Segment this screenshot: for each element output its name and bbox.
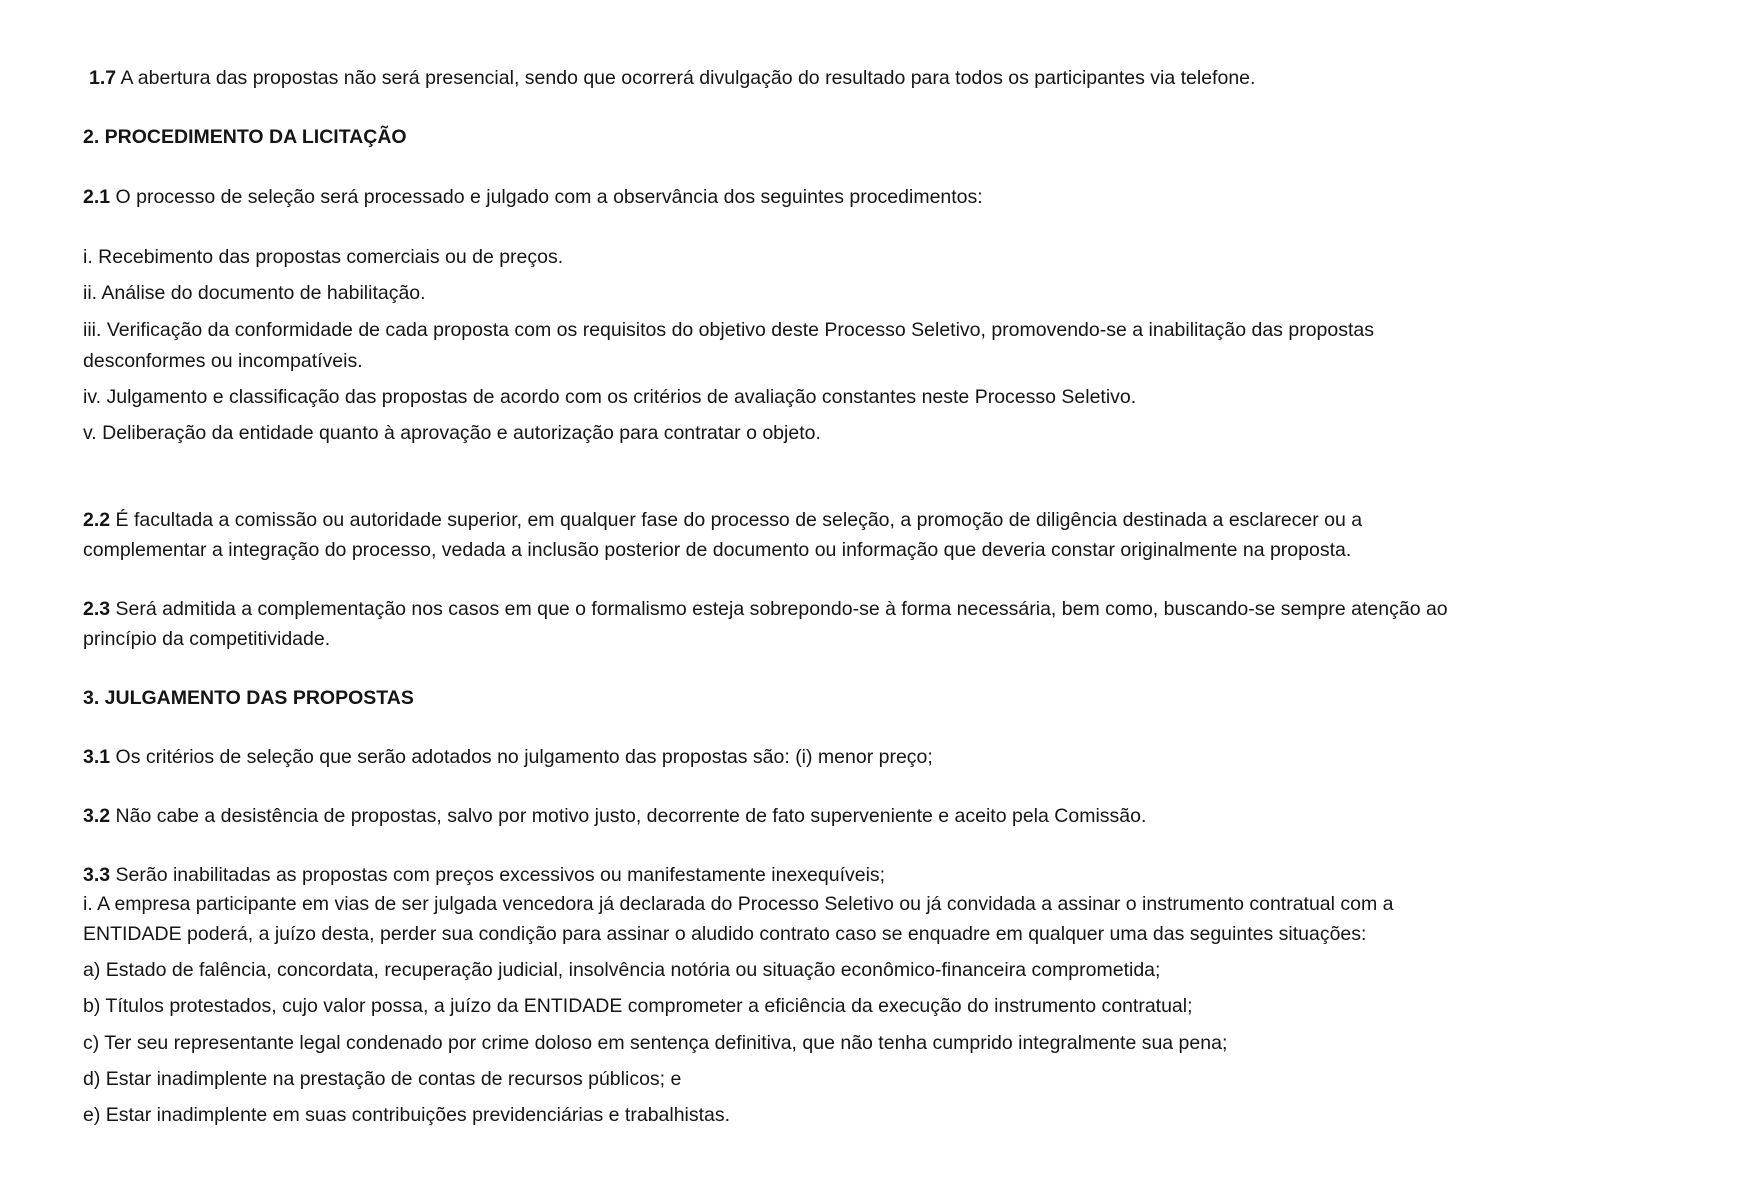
list-item-continuation: desconformes ou incompatíveis. [83,350,363,372]
clause-2-2 [83,505,1362,535]
clause-number: 2.1 [83,186,111,208]
clause-number: 2.2 [83,509,111,531]
clause-text: Serão inabilitadas as propostas com preços excessivos ou manifestamente inexequíveis; [110,864,886,886]
clause-text: Não cabe a desistência de propostas, salvo por motivo justo, decorrente de fato superveniente e aceito pela Comissão. [110,805,1147,827]
list-item: d) Estar inadimplente na prestação de contas de recursos públicos; e [83,1068,682,1090]
clause-text: É facultada a comissão ou autoridade superior, em qualquer fase do processo de seleção, a promoção de diligência destinada a esclarecer ou a [110,509,1363,531]
clause-number: 1.7 [89,67,117,89]
clause-2-2-continuation: complementar a integração do processo, vedada a inclusão posterior de documento ou informação que deveria constar originalmente na proposta. [83,539,1352,561]
clause-1-7 [89,63,1255,93]
clause-3-3-sub-i: i. A empresa participante em vias de ser julgada vencedora já declarada do Processo Seletivo ou já convidada a assinar o instrumento contratual com a [83,893,1394,915]
clause-3-3-sub-i-continuation: ENTIDADE poderá, a juízo desta, perder sua condição para assinar o aludido contrato caso se enquadre em qualquer uma das seguintes situações: [83,923,1367,945]
clause-number: 3.1 [83,746,111,768]
clause-text: Será admitida a complementação nos casos em que o formalismo esteja sobrepondo-se à forma necessária, bem como, buscando-se sempre atenção ao [110,598,1448,620]
section-2-heading: 2. PROCEDIMENTO DA LICITAÇÃO [83,126,407,148]
clause-2-3 [83,594,1448,624]
list-item: iv. Julgamento e classificação das propostas de acordo com os critérios de avaliação constantes neste Processo Seletivo. [83,386,1137,408]
list-item: v. Deliberação da entidade quanto à aprovação e autorização para contratar o objeto. [83,422,821,444]
clause-number: 3.3 [83,864,111,886]
list-item: e) Estar inadimplente em suas contribuições previdenciárias e trabalhistas. [83,1104,731,1126]
list-item: b) Títulos protestados, cujo valor possa, a juízo da ENTIDADE comprometer a eficiência da execução do instrumento contratual; [83,995,1193,1017]
list-item: c) Ter seu representante legal condenado por crime doloso em sentença definitiva, que não tenha cumprido integralmente sua pena; [83,1032,1228,1054]
list-item: iii. Verificação da conformidade de cada proposta com os requisitos do objetivo deste Processo Seletivo, promovendo-se a inabilitação das propostas [83,319,1374,341]
section-3-heading: 3. JULGAMENTO DAS PROPOSTAS [83,687,414,709]
clause-3-2 [83,801,1146,831]
list-item: i. Recebimento das propostas comerciais ou de preços. [83,246,564,268]
clause-text: A abertura das propostas não será presencial, sendo que ocorrerá divulgação do resultado para todos os participantes via telefone. [116,67,1256,89]
clause-3-1 [83,742,933,772]
clause-text: O processo de seleção será processado e julgado com a observância dos seguintes procedimentos: [110,186,983,208]
list-item: a) Estado de falência, concordata, recuperação judicial, insolvência notória ou situação econômico-financeira comprometida; [83,959,1161,981]
clause-2-1 [83,182,983,212]
list-item: ii. Análise do documento de habilitação. [83,282,426,304]
clause-number: 2.3 [83,598,111,620]
clause-3-3 [83,860,885,890]
clause-2-3-continuation: princípio da competitividade. [83,628,331,650]
clause-text: Os critérios de seleção que serão adotados no julgamento das propostas são: (i) menor preço; [110,746,933,768]
clause-number: 3.2 [83,805,111,827]
